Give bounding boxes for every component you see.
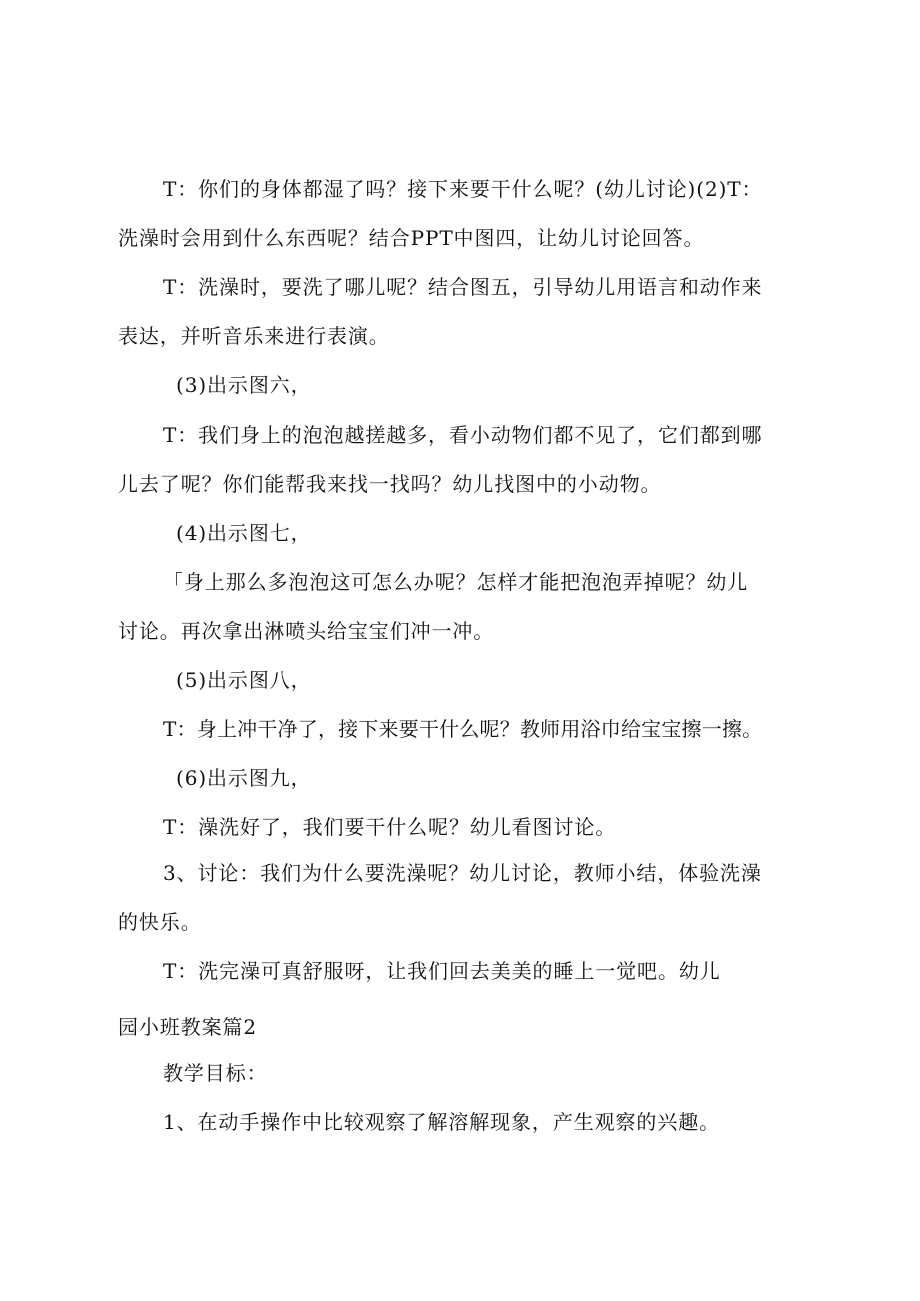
text-line: (3)出示图六， [176,373,312,397]
text-line: 儿去了呢？你们能帮我来找一找吗？幼儿找图中的小动物。 [118,472,662,496]
text-line: T：澡洗好了，我们要干什么呢？幼儿看图讨论。 [163,815,617,839]
text-line: T：我们身上的泡泡越搓越多，看小动物们都不见了，它们都到哪 [163,423,763,447]
text-line: (6)出示图九， [176,766,312,790]
text-line: (4)出示图七， [176,521,312,545]
text-line: T：洗完澡可真舒服呀，让我们回去美美的睡上一觉吧。幼儿 [163,959,721,983]
text-line: (5)出示图八， [176,668,312,692]
text-line: 的快乐。 [118,910,202,934]
text-line: 教学目标： [163,1061,268,1085]
text-line: T：你们的身体都湿了吗？接下来要干什么呢？(幼儿讨论)(2)T： [163,177,763,201]
text-line: 洗澡时会用到什么东西呢？结合PPT中图四，让幼儿讨论回答。 [118,226,705,250]
text-line: 「身上那么多泡泡这可怎么办呢？怎样才能把泡泡弄掉呢？幼儿 [163,570,749,594]
text-line: T：身上冲干净了，接下来要干什么呢？教师用浴巾给宝宝擦一擦。 [163,717,763,741]
text-line: 讨论。再次拿出淋喷头给宝宝们冲一冲。 [118,619,495,643]
text-line: 1、在动手操作中比较观察了解溶解现象，产生观察的兴趣。 [163,1110,721,1134]
text-line: 园小班教案篇2 [118,1015,258,1039]
text-line: T：洗澡时，要洗了哪儿呢？结合图五，引导幼儿用语言和动作来 [163,275,763,299]
text-line: 3、讨论：我们为什么要洗澡呢？幼儿讨论，教师小结，体验洗澡 [163,861,762,885]
text-line: 表达，并听音乐来进行表演。 [118,324,390,348]
